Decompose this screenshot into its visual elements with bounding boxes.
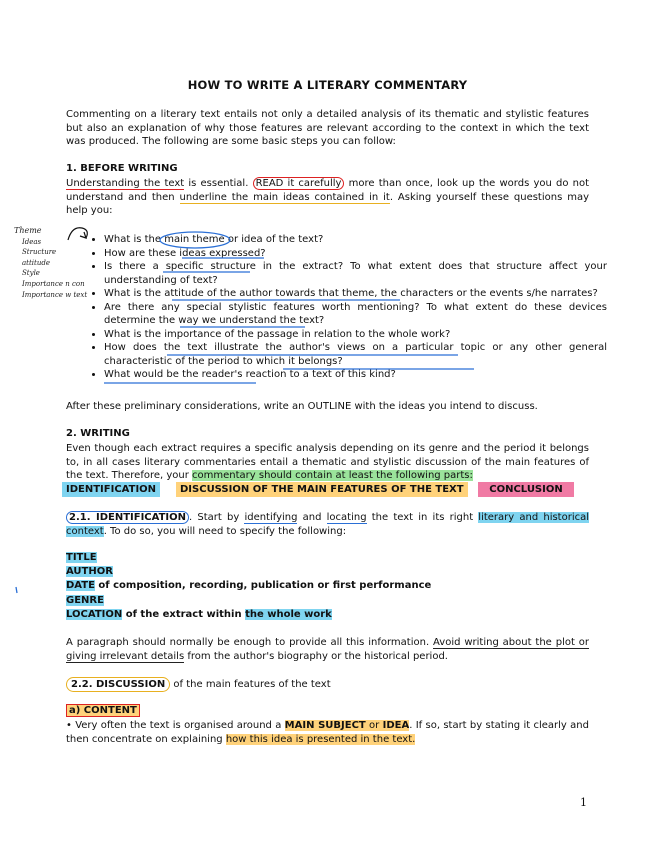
- literary-context-highlight: literary and historical context: [66, 512, 590, 537]
- text-span: . Start by: [189, 512, 245, 523]
- item-text: of composition, recording, publication or first performance: [94, 580, 432, 592]
- writing-paragraph: [66, 442, 589, 483]
- text-span: and: [297, 512, 327, 523]
- item-label: DATE: [66, 580, 95, 592]
- avoid-plot-phrase: Avoid writing about the plot or giving irrelevant details: [66, 637, 590, 662]
- text-span: from the author's biography or the historical period.: [184, 650, 448, 662]
- writing-heading: 2. WRITING: [66, 428, 130, 439]
- list-item: [66, 594, 431, 608]
- text-span: is essential.: [184, 178, 253, 189]
- text-span: . To do so, you will need to specify the following:: [103, 525, 347, 537]
- note-importance-context: Importance n con: [22, 279, 85, 288]
- text-span: . If so, start by stating it clearly and then concentrate on explaining: [66, 720, 589, 745]
- item-label: LOCATION: [66, 608, 123, 620]
- text-span: the text in its right: [366, 512, 479, 523]
- text-span: • Very often the text is organised around a: [66, 720, 285, 731]
- note-attitude: attitude: [22, 258, 50, 267]
- question-list: [86, 233, 607, 382]
- text-span: of the main features of the text: [170, 679, 331, 690]
- note-theme: Theme: [14, 226, 42, 235]
- item-label: GENRE: [66, 594, 104, 606]
- text-span: Even though each extract requires a specific analysis depending on its genre and the period it belongs to, in all cases literary commentaries entail a thematic and stylistic discussion of the main features of the text. Therefore, your: [66, 443, 589, 481]
- item-label: AUTHOR: [66, 566, 113, 578]
- identification-heading: 2.1. IDENTIFICATION: [66, 511, 189, 524]
- commentary-parts-row: [62, 482, 602, 498]
- how-presented-highlight: how this idea is presented in the text.: [225, 733, 416, 745]
- page-number: 1: [580, 796, 587, 809]
- underline-main-ideas-phrase: underline the main ideas contained in it: [179, 191, 390, 203]
- note-importance-text: Importance w text: [22, 290, 88, 299]
- understanding-text-phrase: Understanding the text: [66, 178, 185, 189]
- note-structure: Structure: [22, 248, 57, 257]
- question-item: • What is the attitude of the author towards that theme, the characters or the events s/he narrates?: [104, 287, 607, 301]
- stray-pen-mark: [16, 587, 17, 593]
- text-span: . Asking yourself these questions may help you:: [66, 191, 590, 216]
- text-span: A paragraph should normally be enough to provide all this information.: [66, 637, 434, 648]
- question-item: • Is there a specific structure in the extract? To what extent does that structure affect your understanding of text?: [104, 260, 607, 287]
- locating-word: locating: [326, 512, 367, 523]
- item-tail: the whole work: [245, 608, 332, 620]
- question-item: • How are these ideas expressed?: [104, 247, 607, 261]
- handwritten-margin-notes: [14, 226, 87, 300]
- part-identification: IDENTIFICATION: [62, 482, 160, 497]
- identification-paragraph-2: [66, 636, 589, 663]
- item-text: of the extract within: [122, 608, 246, 620]
- list-item: [66, 551, 431, 565]
- item-label: TITLE: [66, 552, 97, 563]
- list-item: [66, 608, 431, 622]
- content-label-line: [66, 704, 589, 718]
- after-questions-paragraph: After these preliminary considerations, write an OUTLINE with the ideas you intend to discuss.: [66, 401, 538, 412]
- discussion-heading-line: [66, 678, 589, 692]
- note-ideas: Ideas: [22, 237, 42, 246]
- before-writing-paragraph: [66, 177, 589, 218]
- identifying-word: identifying: [244, 512, 298, 523]
- question-item: • What would be the reader's reaction to a text of this kind?: [104, 368, 607, 382]
- question-item: • Are there any special stylistic features worth mentioning? To what extent do these devices determine the way we understand the text?: [104, 301, 607, 328]
- intro-paragraph: Commenting on a literary text entails not only a detailed analysis of its thematic and stylistic features but also an explanation of why those features are relevant according to the context in which the text was produced. The following are some basic steps you can follow:: [66, 109, 589, 147]
- identification-paragraph: [66, 511, 589, 538]
- note-style: Style: [22, 269, 40, 278]
- content-paragraph: [66, 719, 589, 746]
- part-discussion: DISCUSSION OF THE MAIN FEATURES OF THE TEXT: [176, 482, 468, 497]
- main-subject-highlight: MAIN SUBJECT: [284, 720, 366, 731]
- commentary-parts-highlight: commentary should contain at least the following parts:: [192, 470, 473, 481]
- document-title: HOW TO WRITE A LITERARY COMMENTARY: [187, 78, 468, 92]
- idea-highlight: IDEA: [382, 720, 410, 731]
- discussion-heading: 2.2. DISCUSSION: [66, 677, 170, 692]
- question-item: • What is the importance of the passage in relation to the whole work?: [104, 328, 607, 342]
- identification-list: [66, 551, 431, 622]
- text-span: more than once, look up the words you do not understand and then: [66, 178, 590, 203]
- content-label: a) CONTENT: [66, 704, 140, 717]
- part-conclusion: CONCLUSION: [478, 482, 574, 497]
- list-item: [66, 565, 431, 579]
- before-writing-heading: 1. BEFORE WRITING: [66, 163, 178, 174]
- text-span: or: [365, 720, 383, 731]
- list-item: [66, 579, 431, 593]
- question-item: • What is the main theme or idea of the text?: [104, 233, 607, 247]
- read-carefully-phrase: READ it carefully: [253, 177, 345, 190]
- question-item: • How does the text illustrate the author's views on a particular topic or any other general characteristic of the period to which it belongs?: [104, 341, 607, 368]
